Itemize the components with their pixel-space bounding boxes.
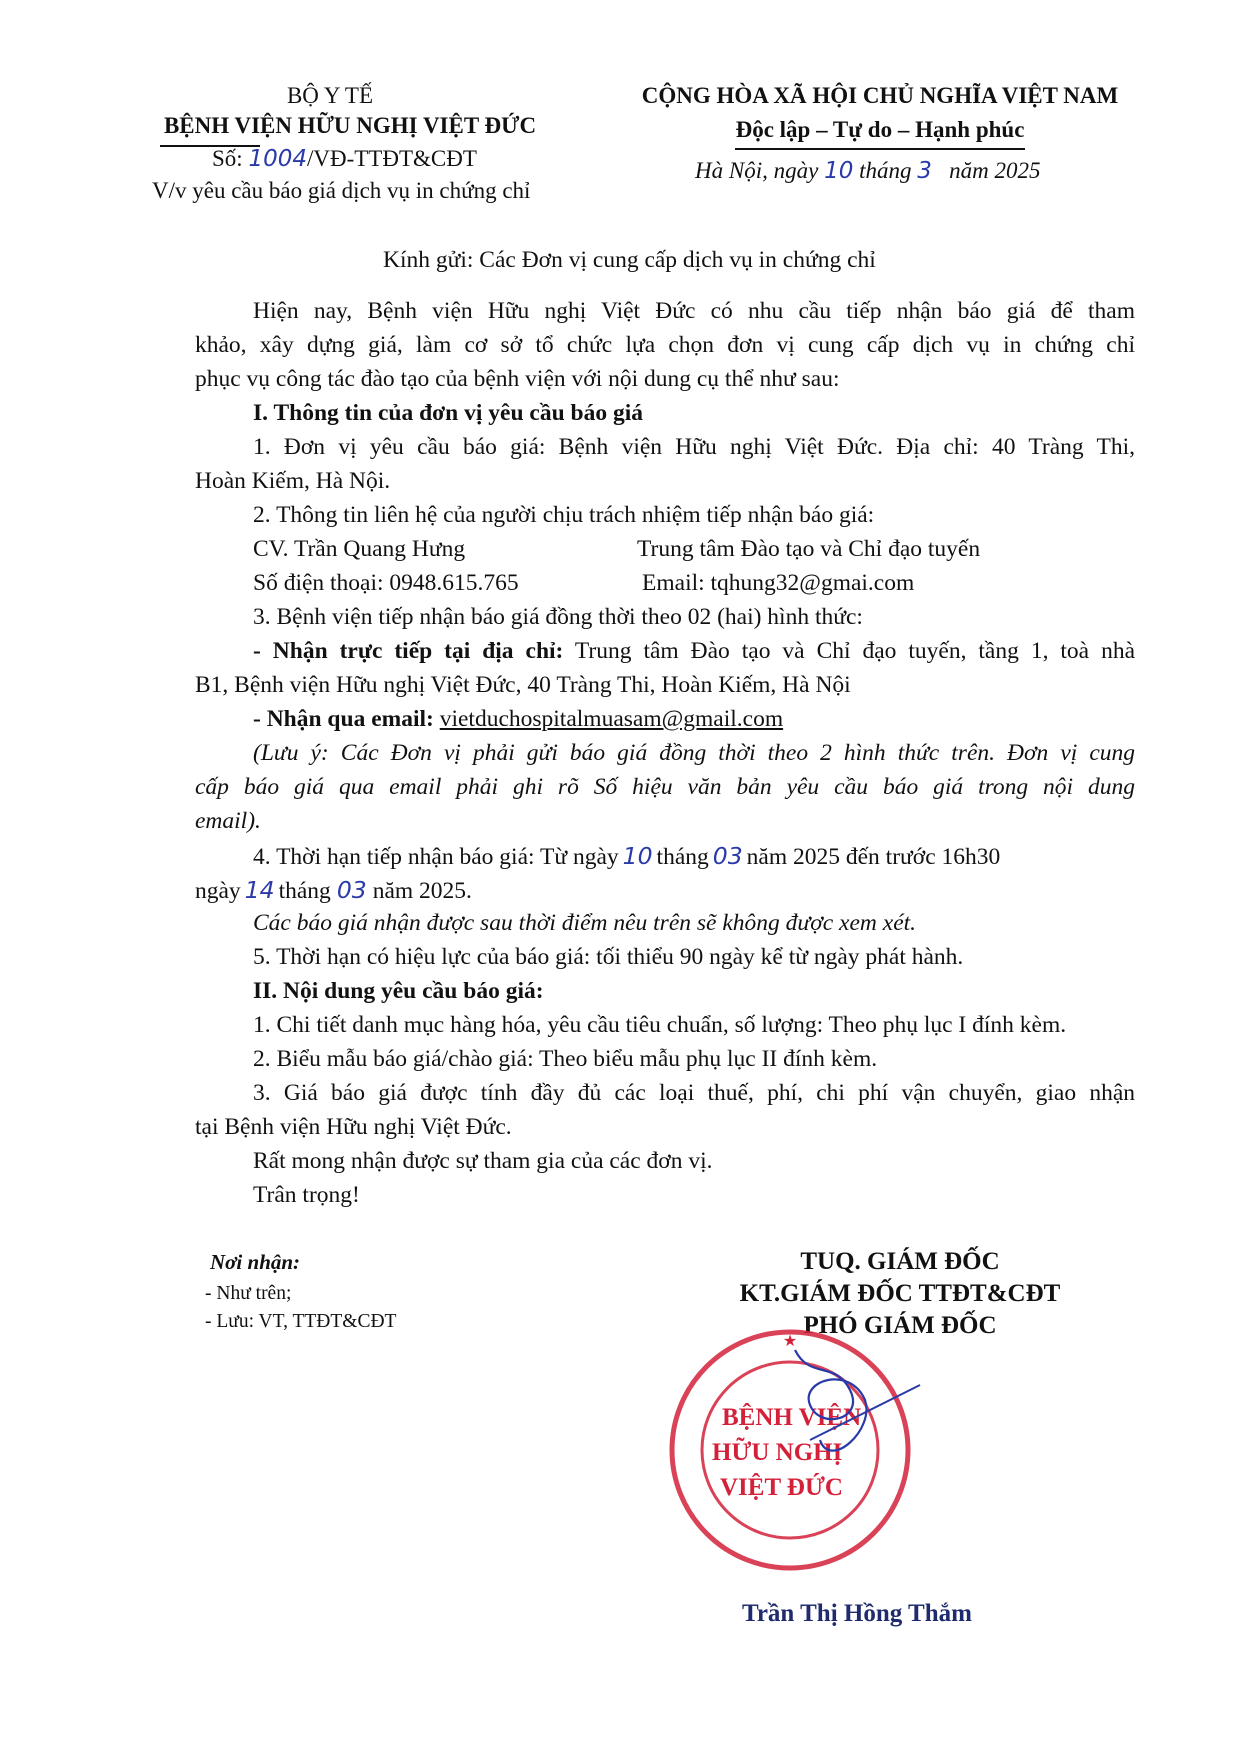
deadline-text-a: 4. Thời hạn tiếp nhận báo giá: Từ ngày — [253, 844, 619, 870]
section-2-item-2: 2. Biểu mẫu báo giá/chào giá: Theo biểu mẫu phụ lục II đính kèm. — [253, 1046, 878, 1072]
recipient-item-1: - Như trên; — [205, 1283, 292, 1304]
hospital-name: BỆNH VIỆN HỮU NGHỊ VIỆT ĐỨC — [163, 113, 537, 138]
date-year: năm 2025 — [949, 158, 1041, 183]
official-stamp — [660, 1320, 930, 1590]
doc-no-suffix: /VĐ-TTĐT&CĐT — [306, 146, 477, 171]
section-1-item-1-line-1: 1. Đơn vị yêu cầu báo giá: Bệnh viện Hữu nghị Việt Đức. Địa chỉ: 40 Tràng Thi, — [253, 434, 1135, 460]
document-date — [695, 158, 1041, 184]
note-line-2: cấp báo giá qua email phải ghi rõ Số hiệu văn bản yêu cầu báo giá trong nội dung — [195, 774, 1135, 800]
contact-name: CV. Trần Quang Hưng — [253, 536, 466, 562]
email-submission — [253, 706, 783, 733]
direct-submission-text: Trung tâm Đào tạo và Chỉ đạo tuyến, tầng 1, toà nhà — [574, 638, 1135, 664]
intro-line-2: khảo, xây dựng giá, làm cơ sở tổ chức lựa chọn đơn vị cung cấp dịch vụ in chứng chỉ — [195, 332, 1135, 358]
addressee: Kính gửi: Các Đơn vị cung cấp dịch vụ in chứng chỉ — [383, 247, 876, 273]
recipient-item-2: - Lưu: VT, TTĐT&CĐT — [205, 1311, 397, 1332]
deadline-text-d: ngày — [195, 878, 241, 904]
deadline-text-b: tháng — [656, 844, 709, 870]
direct-submission-label: - Nhận trực tiếp tại địa chỉ: — [253, 638, 564, 664]
deadline-text-f: năm 2025. — [372, 878, 472, 904]
signer-name: Trần Thị Hồng Thắm — [742, 1600, 972, 1627]
national-motto: Độc lập – Tự do – Hạnh phúc — [735, 117, 1025, 142]
stamp-text-2: HỮU NGHỊ — [712, 1439, 843, 1466]
section-1-item-3: 3. Bệnh viện tiếp nhận báo giá đồng thời theo 02 (hai) hình thức: — [253, 604, 863, 630]
stamp-text-3: VIỆT ĐỨC — [720, 1474, 843, 1501]
section-1-item-5: 5. Thời hạn có hiệu lực của báo giá: tối thiểu 90 ngày kể từ ngày phát hành. — [253, 944, 964, 970]
section-1-item-4-line-2 — [195, 876, 472, 905]
date-day: 10 — [824, 158, 854, 184]
deadline-start-month: 03 — [712, 842, 743, 870]
note-line-1: (Lưu ý: Các Đơn vị phải gửi báo giá đồng thời theo 2 hình thức trên. Đơn vị cung — [253, 740, 1135, 766]
contact-unit: Trung tâm Đào tạo và Chỉ đạo tuyến — [637, 536, 981, 562]
document-number — [212, 146, 477, 172]
contact-phone: Số điện thoại: 0948.615.765 — [253, 570, 519, 596]
date-month-label: tháng — [859, 158, 912, 183]
recipients-title: Nơi nhận: — [210, 1250, 301, 1274]
section-2-item-1: 1. Chi tiết danh mục hàng hóa, yêu cầu tiêu chuẩn, số lượng: Theo phụ lục I đính kèm. — [253, 1012, 1067, 1038]
date-month: 3 — [917, 158, 932, 184]
note-line-3: email). — [195, 808, 261, 834]
section-2-item-3-line-1: 3. Giá báo giá được tính đầy đủ các loại thuế, phí, chi phí vận chuyển, giao nhận — [253, 1080, 1135, 1106]
direct-submission-line-2: B1, Bệnh viện Hữu nghị Việt Đức, 40 Tràng Thi, Hoàn Kiếm, Hà Nội — [195, 672, 851, 698]
stamp-star-icon: ★ — [782, 1331, 798, 1350]
deadline-end-day: 14 — [244, 876, 275, 904]
section-1-item-1-line-2: Hoàn Kiếm, Hà Nội. — [195, 468, 391, 494]
closing-line-1: Rất mong nhận được sự tham gia của các đơn vị. — [253, 1148, 713, 1174]
submission-email-link[interactable]: vietduchospitalmuasam@gmail.com — [439, 706, 784, 732]
email-submission-label: - Nhận qua email: — [253, 706, 434, 732]
deadline-end-month: 03 — [336, 876, 367, 904]
doc-no-handwritten: 1004 — [248, 146, 307, 172]
country-name: CỘNG HÒA XÃ HỘI CHỦ NGHĨA VIỆT NAM — [641, 83, 1119, 108]
section-1-item-2: 2. Thông tin liên hệ của người chịu trách nhiệm tiếp nhận báo giá: — [253, 502, 875, 528]
direct-submission-line-1 — [253, 638, 1135, 665]
closing-line-2: Trân trọng! — [253, 1182, 360, 1208]
section-2-title: II. Nội dung yêu cầu báo giá: — [253, 978, 544, 1004]
signature-line-1: TUQ. GIÁM ĐỐC — [800, 1248, 1000, 1275]
deadline-text-c: năm 2025 đến trước 16h30 — [746, 844, 1001, 870]
signature-line-2: KT.GIÁM ĐỐC TTĐT&CĐT — [739, 1280, 1061, 1307]
section-2-item-3-line-2: tại Bệnh viện Hữu nghị Việt Đức. — [195, 1114, 512, 1140]
doc-no-prefix: Số: — [212, 146, 243, 171]
contact-email: Email: tqhung32@gmai.com — [642, 570, 915, 596]
intro-line-1: Hiện nay, Bệnh viện Hữu nghị Việt Đức có nhu cầu tiếp nhận báo giá để tham — [253, 298, 1135, 324]
signature-line-3: PHÓ GIÁM ĐỐC — [803, 1312, 997, 1339]
ministry-name: BỘ Y TẾ — [286, 83, 374, 108]
deadline-start-day: 10 — [622, 842, 653, 870]
section-1-title: I. Thông tin của đơn vị yêu cầu báo giá — [253, 400, 643, 426]
intro-line-3: phục vụ công tác đào tạo của bệnh viện với nội dung cụ thể như sau: — [195, 366, 840, 392]
stamp-text-1: BỆNH VIỆN — [722, 1404, 862, 1431]
signature-stroke — [795, 1350, 866, 1451]
header-divider-right — [735, 148, 1025, 150]
date-prefix: Hà Nội, ngày — [695, 158, 819, 183]
section-1-item-4-line-1 — [253, 842, 1000, 871]
section-1-item-4-note: Các báo giá nhận được sau thời điểm nêu trên sẽ không được xem xét. — [253, 910, 917, 936]
deadline-text-e: tháng — [278, 878, 331, 904]
document-subject: V/v yêu cầu báo giá dịch vụ in chứng chỉ — [152, 178, 531, 203]
